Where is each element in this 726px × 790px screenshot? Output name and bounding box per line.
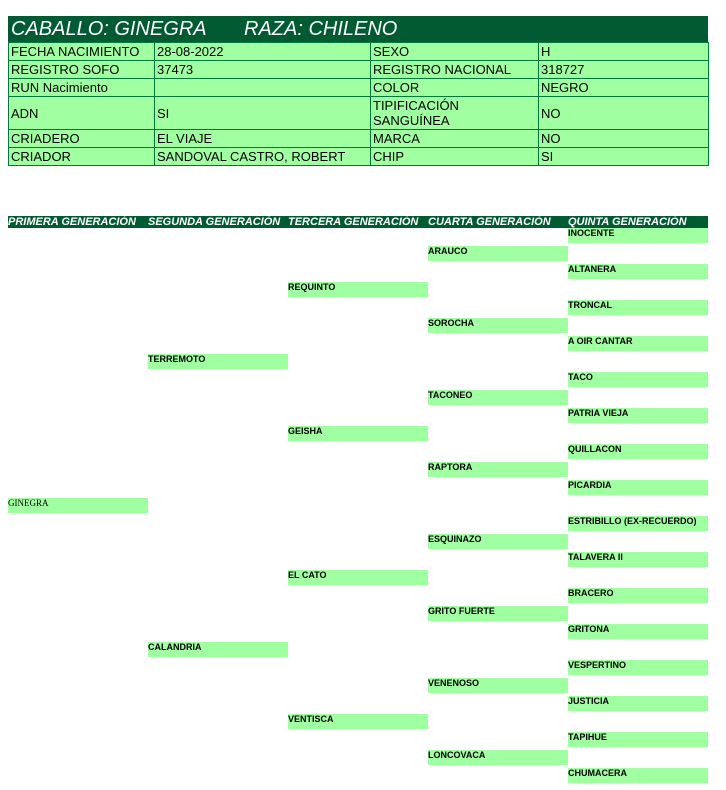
generation-label: SEGUNDA GENERACIÓN <box>148 216 281 228</box>
generation-label: PRIMERA GENERACIÓN <box>8 216 136 228</box>
info-value: SANDOVAL CASTRO, ROBERT <box>155 148 371 166</box>
info-value: NO <box>539 130 709 148</box>
info-label: FECHA NACIMIENTO <box>9 43 155 61</box>
info-value: 37473 <box>155 61 371 79</box>
pedigree-horse-gen5: PICARDIA <box>568 480 708 495</box>
pedigree-horse-gen2: TERREMOTO <box>148 354 288 369</box>
info-row <box>9 61 709 79</box>
info-label: SEXO <box>371 43 539 61</box>
pedigree-horse-gen5: TAPIHUE <box>568 732 708 747</box>
pedigree-horse-gen5: ESTRIBILLO (EX-RECUERDO) <box>568 516 708 531</box>
info-row <box>9 97 709 130</box>
info-label: CRIADOR <box>9 148 155 166</box>
pedigree-horse-gen4: TACONEO <box>428 390 568 405</box>
info-value: H <box>539 43 709 61</box>
info-value: 318727 <box>539 61 709 79</box>
info-row <box>9 148 709 166</box>
pedigree-horse-gen3: REQUINTO <box>288 282 428 297</box>
generation-header-bar <box>8 216 708 228</box>
info-label: CHIP <box>371 148 539 166</box>
pedigree-horse-gen4: RAPTORA <box>428 462 568 477</box>
pedigree-horse-gen5: JUSTICIA <box>568 696 708 711</box>
horse-info-table <box>8 42 709 166</box>
generation-label: CUARTA GENERACIÓN <box>428 216 551 228</box>
info-label: REGISTRO NACIONAL <box>371 61 539 79</box>
pedigree-horse-gen4: LONCOVACA <box>428 750 568 765</box>
horse-name-title: CABALLO: GINEGRA <box>11 18 207 40</box>
pedigree-horse-gen5: PATRIA VIEJA <box>568 408 708 423</box>
info-value: SI <box>539 148 709 166</box>
pedigree-horse-gen5: QUILLACON <box>568 444 708 459</box>
info-label: ADN <box>9 97 155 130</box>
pedigree-horse-gen3: EL CATO <box>288 570 428 585</box>
pedigree-horse-gen4: GRITO FUERTE <box>428 606 568 621</box>
breed-title: RAZA: CHILENO <box>244 18 398 40</box>
pedigree-horse-gen2: CALANDRIA <box>148 642 288 657</box>
generation-label: QUINTA GENERACIÓN <box>568 216 687 228</box>
pedigree-horse-gen4: ARAUCO <box>428 246 568 261</box>
info-value: 28-08-2022 <box>155 43 371 61</box>
info-label: REGISTRO SOFO <box>9 61 155 79</box>
pedigree-horse-gen5: VESPERTINO <box>568 660 708 675</box>
pedigree-horse-gen3: GEISHA <box>288 426 428 441</box>
info-row <box>9 43 709 61</box>
pedigree-horse-gen5: INOCENTE <box>568 228 708 243</box>
horse-title-bar <box>8 16 708 42</box>
info-value: SI <box>155 97 371 130</box>
pedigree-horse-gen5: BRACERO <box>568 588 708 603</box>
generation-label: TERCERA GENERACIÓN <box>288 216 419 228</box>
info-row <box>9 79 709 97</box>
info-value: EL VIAJE <box>155 130 371 148</box>
info-label: RUN Nacimiento <box>9 79 155 97</box>
info-value <box>155 79 371 97</box>
pedigree-horse-gen5: A OIR CANTAR <box>568 336 708 351</box>
pedigree-horse-gen5: TRONCAL <box>568 300 708 315</box>
info-label: COLOR <box>371 79 539 97</box>
info-label: CRIADERO <box>9 130 155 148</box>
pedigree-horse-gen3: VENTISCA <box>288 714 428 729</box>
pedigree-horse-gen5: TACO <box>568 372 708 387</box>
info-label: MARCA <box>371 130 539 148</box>
pedigree-horse-gen1: GINEGRA <box>8 498 148 513</box>
pedigree-horse-gen4: VENENOSO <box>428 678 568 693</box>
pedigree-horse-gen5: TALAVERA II <box>568 552 708 567</box>
pedigree-horse-gen4: ESQUINAZO <box>428 534 568 549</box>
pedigree-horse-gen5: ALTANERA <box>568 264 708 279</box>
info-label: TIPIFICACIÓN SANGUÍNEA <box>371 97 539 130</box>
pedigree-horse-gen5: GRITONA <box>568 624 708 639</box>
pedigree-horse-gen4: SOROCHA <box>428 318 568 333</box>
info-value: NEGRO <box>539 79 709 97</box>
info-value: NO <box>539 97 709 130</box>
pedigree-horse-gen5: CHUMACERA <box>568 768 708 783</box>
info-row <box>9 130 709 148</box>
